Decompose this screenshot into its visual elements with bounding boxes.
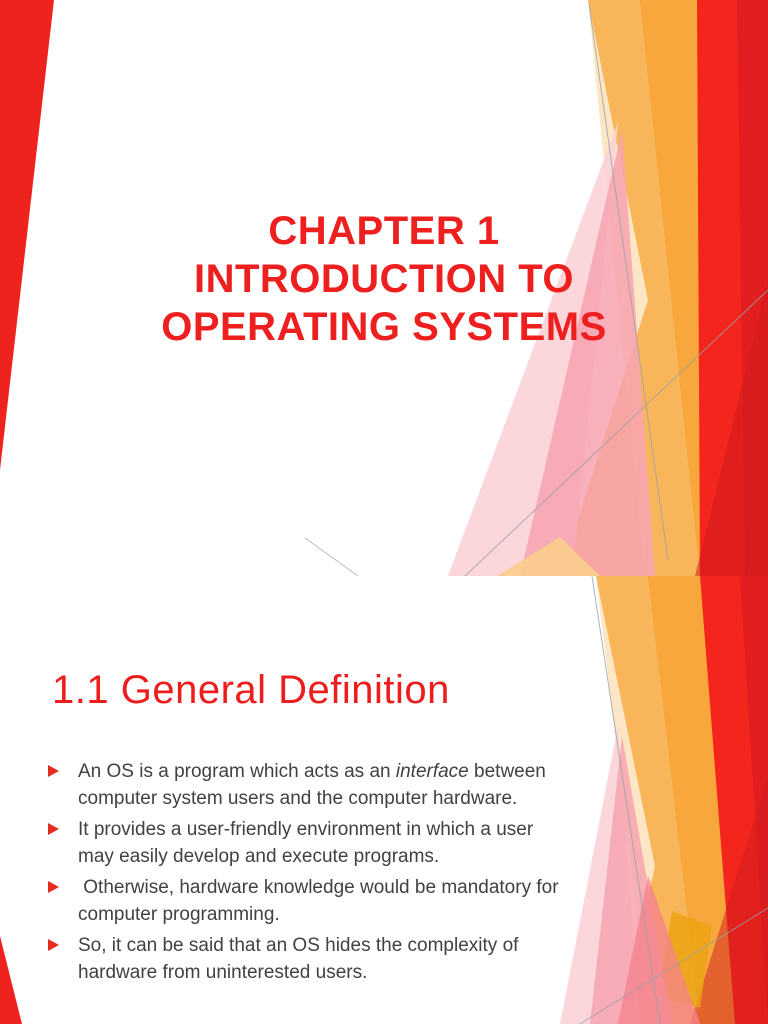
chapter-title-line-3: OPERATING SYSTEMS [161, 304, 607, 349]
bullet-text-italic: interface [395, 761, 469, 782]
slide-2-content-slide [0, 576, 768, 1024]
bullet-triangle-icon [48, 939, 59, 951]
bullet-text-line: hardware from uninterested users. [78, 962, 368, 983]
bullet-triangle-icon [48, 823, 59, 835]
bullet-text-line: Otherwise, hardware knowledge would be mandatory for [78, 877, 559, 898]
bullet-triangle-icon [48, 881, 59, 893]
chapter-title-line-1: CHAPTER 1 [268, 208, 500, 253]
bullet-text-line: may easily develop and execute programs. [78, 846, 440, 867]
thin-diagonal-line [305, 538, 358, 576]
bullet-text-line: computer programming. [78, 904, 280, 925]
section-title: 1.1 General Definition [52, 668, 450, 713]
bullet-item [48, 758, 596, 812]
left-red-wedge [0, 0, 54, 470]
bullet-text-line: computer system users and the computer hardware. [78, 788, 518, 809]
chapter-title-line-2: INTRODUCTION TO [193, 256, 575, 301]
bullet-item [48, 932, 596, 986]
bullet-item [48, 816, 596, 870]
bullet-text-line: So, it can be said that an OS hides the complexity of [78, 935, 519, 956]
bullet-text-line [78, 758, 596, 785]
bullet-text: An OS is a program which acts as an [78, 761, 396, 782]
bullet-item [48, 874, 596, 928]
left-red-sliver [0, 936, 22, 1024]
bullet-list [48, 758, 596, 990]
bullet-text: between [468, 761, 546, 782]
bullet-triangle-icon [48, 765, 59, 777]
bullet-text-line: It provides a user-friendly environment in which a user [78, 819, 534, 840]
chapter-title [148, 207, 620, 351]
